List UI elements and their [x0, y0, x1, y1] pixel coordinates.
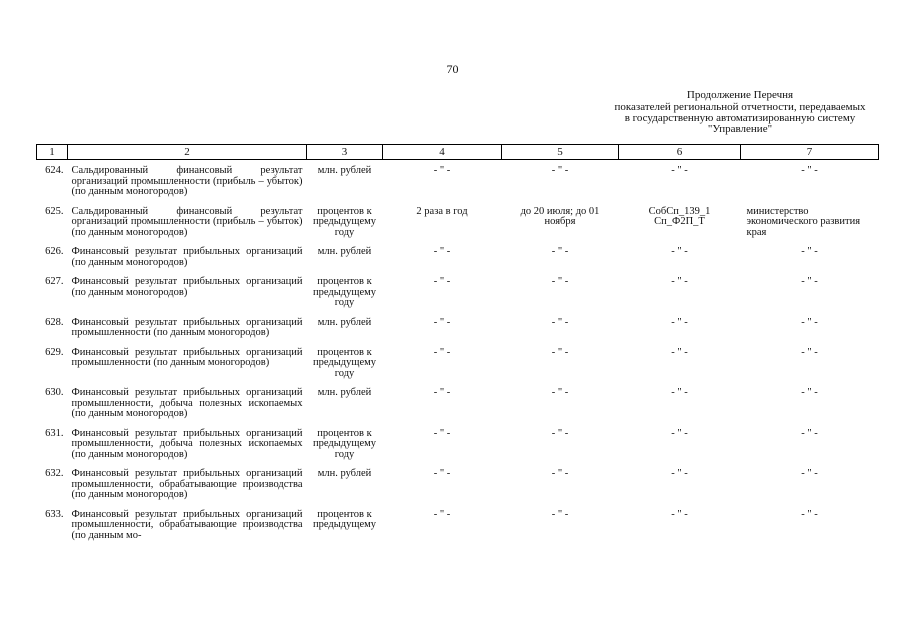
- table-row: [37, 312, 879, 342]
- table-row: [37, 382, 879, 423]
- deadline-cell: - " -: [551, 427, 569, 439]
- column-header-7: 7: [741, 145, 879, 160]
- deadline-cell: - " -: [551, 468, 569, 479]
- responsible-body-cell: - " -: [801, 427, 818, 439]
- continuation-subtitle: показателей региональной отчетности, передаваемых в государственную автоматизированную систему "Управление": [614, 101, 866, 135]
- frequency-cell: - " -: [433, 276, 451, 287]
- row-number-cell: 627.: [45, 276, 64, 287]
- unit-of-measure-cell: процентов к предыдущему: [312, 508, 377, 530]
- form-code-cell: - " -: [671, 346, 688, 358]
- frequency-cell: 2 раза в год: [416, 205, 468, 217]
- responsible-body-cell: - " -: [801, 165, 818, 176]
- responsible-body-cell: - " -: [801, 468, 818, 479]
- row-number-cell: 628.: [45, 316, 64, 328]
- indicator-name-cell: Сальдированный финансовый результат организаций промышленности (прибыль – убыток) (по данным моногородов): [71, 205, 303, 238]
- deadline-cell: - " -: [551, 346, 569, 358]
- unit-of-measure-cell: млн. рублей: [317, 316, 372, 328]
- indicator-name-cell: Финансовый результат прибыльных организаций промышленности, обрабатывающие производства (по данным мо-: [71, 508, 303, 541]
- unit-of-measure-cell: млн. рублей: [317, 246, 372, 257]
- unit-of-measure-cell: процентов к предыдущему году: [312, 427, 377, 460]
- column-header-5: 5: [502, 145, 619, 160]
- form-code-cell: СобСп_139_1 Сп_Ф2П_Т: [648, 205, 711, 227]
- row-number-cell: 631.: [45, 427, 64, 439]
- indicator-name-cell: Финансовый результат прибыльных организаций (по данным моногородов): [71, 276, 303, 298]
- form-code-cell: - " -: [671, 316, 688, 328]
- unit-of-measure-cell: млн. рублей: [317, 387, 372, 398]
- responsible-body-cell: - " -: [801, 387, 818, 398]
- table-row: [37, 201, 879, 242]
- table-header-row: [37, 145, 879, 160]
- indicator-name-cell: Финансовый результат прибыльных организаций промышленности (по данным моногородов): [71, 346, 303, 368]
- indicator-name-cell: Сальдированный финансовый результат организаций промышленности (прибыль – убыток) (по данным моногородов): [71, 165, 303, 197]
- row-number-cell: 629.: [45, 346, 64, 358]
- table-row: [37, 241, 879, 271]
- row-number-cell: 630.: [45, 387, 64, 398]
- form-code-cell: - " -: [671, 387, 688, 398]
- row-number-cell: 625.: [45, 205, 64, 217]
- table-row: [37, 423, 879, 464]
- continuation-title: Продолжение Перечня: [686, 89, 794, 101]
- frequency-cell: - " -: [433, 346, 451, 358]
- row-number-cell: 626.: [45, 246, 64, 257]
- deadline-cell: - " -: [551, 316, 569, 328]
- form-code-cell: - " -: [671, 508, 688, 520]
- table-row: [37, 160, 879, 201]
- column-header-1: 1: [37, 145, 68, 160]
- deadline-cell: - " -: [551, 165, 569, 176]
- form-code-cell: - " -: [671, 468, 688, 479]
- indicator-name-cell: Финансовый результат прибыльных организаций (по данным моногородов): [71, 246, 303, 268]
- deadline-cell: - " -: [551, 387, 569, 398]
- unit-of-measure-cell: млн. рублей: [317, 165, 372, 176]
- indicator-name-cell: Финансовый результат прибыльных организаций промышленности, добыча полезных ископаемых (по данным моногородов): [71, 427, 303, 460]
- frequency-cell: - " -: [433, 508, 451, 520]
- form-code-cell: - " -: [671, 427, 688, 439]
- indicator-name-cell: Финансовый результат прибыльных организаций промышленности, обрабатывающие производства (по данным моногородов): [71, 468, 303, 500]
- responsible-body-cell: - " -: [801, 246, 818, 257]
- column-header-4: 4: [383, 145, 502, 160]
- column-header-6: 6: [619, 145, 741, 160]
- form-code-cell: - " -: [671, 165, 688, 176]
- unit-of-measure-cell: процентов к предыдущему году: [312, 346, 377, 379]
- unit-of-measure-cell: процентов к предыдущему году: [312, 276, 377, 308]
- column-header-2: 2: [68, 145, 307, 160]
- deadline-cell: - " -: [551, 508, 569, 520]
- row-number-cell: 624.: [45, 165, 64, 176]
- table-row: [37, 504, 879, 545]
- deadline-cell: до 20 июля; до 01 ноября: [520, 205, 600, 227]
- page-number: 70: [446, 62, 459, 76]
- indicator-name-cell: Финансовый результат прибыльных организаций промышленности, добыча полезных ископаемых (по данным моногородов): [71, 387, 303, 419]
- responsible-body-cell: - " -: [801, 346, 818, 358]
- column-header-3: 3: [307, 145, 383, 160]
- deadline-cell: - " -: [551, 276, 569, 287]
- indicators-table: [36, 144, 879, 544]
- unit-of-measure-cell: млн. рублей: [317, 468, 372, 479]
- frequency-cell: - " -: [433, 316, 451, 328]
- responsible-body-cell: министерство экономического развития края: [746, 205, 861, 238]
- row-number-cell: 632.: [45, 468, 64, 479]
- form-code-cell: - " -: [671, 276, 688, 287]
- indicator-name-cell: Финансовый результат прибыльных организаций промышленности (по данным моногородов): [71, 316, 303, 338]
- form-code-cell: - " -: [671, 246, 688, 257]
- responsible-body-cell: - " -: [801, 508, 818, 520]
- unit-of-measure-cell: процентов к предыдущему году: [312, 205, 377, 238]
- frequency-cell: - " -: [433, 427, 451, 439]
- frequency-cell: - " -: [433, 387, 451, 398]
- deadline-cell: - " -: [551, 246, 569, 257]
- responsible-body-cell: - " -: [801, 276, 818, 287]
- table-row: [37, 271, 879, 312]
- table-row: [37, 463, 879, 504]
- frequency-cell: - " -: [433, 246, 451, 257]
- frequency-cell: - " -: [433, 165, 451, 176]
- frequency-cell: - " -: [433, 468, 451, 479]
- row-number-cell: 633.: [45, 508, 64, 520]
- table-row: [37, 342, 879, 383]
- responsible-body-cell: - " -: [801, 316, 818, 328]
